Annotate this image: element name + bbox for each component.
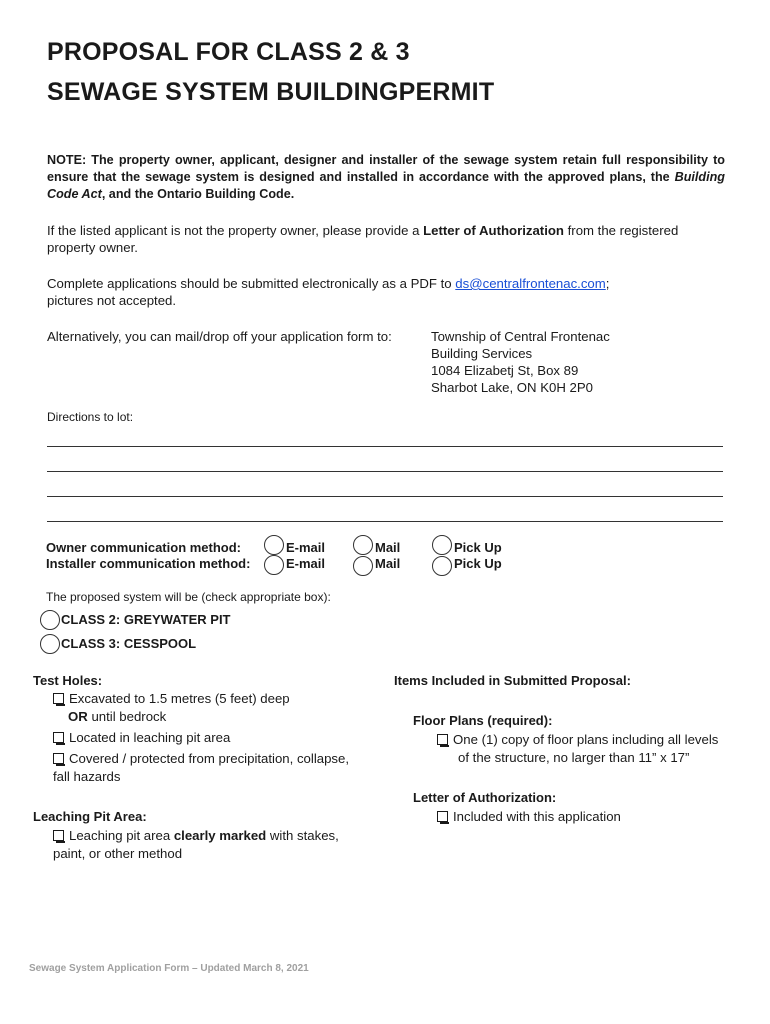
installer-email-radio[interactable]: [264, 555, 284, 575]
mail-label: Alternatively, you can mail/drop off your application form to:: [47, 329, 392, 344]
checklist-item: Excavated to 1.5 metres (5 feet) deep: [53, 690, 383, 708]
directions-line[interactable]: [47, 446, 723, 447]
letter-list: [437, 808, 747, 826]
submission-paragraph: Complete applications should be submitted electronically as a PDF to ds@centralfrontenac.com; pictures not accepted.: [47, 276, 610, 308]
owner-communication-label: Owner communication method:: [46, 540, 242, 555]
installer-communication-label: Installer communication method:: [46, 556, 251, 571]
checklist-item-continuation: paint, or other method: [53, 846, 183, 861]
letter-of-authorization-heading: Letter of Authorization:: [413, 790, 557, 805]
checklist-item-continuation: of the structure, no larger than 11” x 17”: [458, 750, 690, 765]
checklist-item-continuation: fall hazards: [53, 769, 121, 784]
items-included-heading: Items Included in Submitted Proposal:: [394, 673, 631, 688]
pickup-option-label: Pick Up: [454, 556, 502, 571]
directions-line[interactable]: [47, 471, 723, 472]
page-title-line-2: SEWAGE SYSTEM BUILDINGPERMIT: [47, 78, 495, 106]
checklist-item: Covered / protected from precipitation, collapse,: [53, 750, 383, 768]
mailing-address: [431, 328, 610, 396]
floor-plans-list: [437, 731, 747, 767]
checklist-item: Included with this application: [437, 808, 747, 826]
directions-line[interactable]: [47, 496, 723, 497]
checklist-item-continuation: OR until bedrock: [68, 709, 167, 724]
email-link[interactable]: ds@centralfrontenac.com: [455, 276, 606, 291]
mail-option-label: Mail: [375, 556, 401, 571]
responsibility-note: NOTE: The property owner, applicant, designer and installer of the sewage system retain full responsibility to ensure that the sewage system is designed and installed in accordance with the approved plans, the Building Code Act, and the Ontario Building Code.: [47, 153, 725, 201]
email-option-label: E-mail: [286, 540, 326, 555]
address-line: Building Services: [431, 346, 533, 361]
checkbox-icon[interactable]: [53, 830, 64, 841]
address-line: Township of Central Frontenac: [431, 329, 610, 344]
mail-option-label: Mail: [375, 540, 401, 555]
class-3-radio[interactable]: [40, 634, 60, 654]
leaching-pit-list: [53, 827, 383, 863]
pickup-option-label: Pick Up: [454, 540, 502, 555]
checkbox-icon[interactable]: [53, 693, 64, 704]
authorization-paragraph: If the listed applicant is not the property owner, please provide a Letter of Authorization from the registered property owner.: [47, 223, 679, 255]
installer-pickup-radio[interactable]: [432, 556, 452, 576]
address-line: Sharbot Lake, ON K0H 2P0: [431, 380, 594, 395]
leaching-pit-heading: Leaching Pit Area:: [33, 809, 147, 824]
owner-email-radio[interactable]: [264, 535, 284, 555]
checkbox-icon[interactable]: [53, 732, 64, 743]
page-title-line-1: PROPOSAL FOR CLASS 2 & 3: [47, 38, 410, 66]
checkbox-icon[interactable]: [437, 811, 448, 822]
email-option-label: E-mail: [286, 556, 326, 571]
checklist-item: One (1) copy of floor plans including all levels: [437, 731, 747, 749]
proposed-system-label: The proposed system will be (check appropriate box):: [46, 590, 331, 604]
class-2-radio[interactable]: [40, 610, 60, 630]
owner-mail-radio[interactable]: [353, 535, 373, 555]
checklist-item: Leaching pit area clearly marked with stakes,: [53, 827, 383, 845]
checkbox-icon[interactable]: [53, 753, 64, 764]
class-2-label: CLASS 2: GREYWATER PIT: [61, 612, 231, 627]
class-3-label: CLASS 3: CESSPOOL: [61, 636, 197, 651]
test-holes-heading: Test Holes:: [33, 673, 103, 688]
owner-pickup-radio[interactable]: [432, 535, 452, 555]
directions-label: Directions to lot:: [47, 410, 134, 424]
directions-line[interactable]: [47, 521, 723, 522]
checkbox-icon[interactable]: [437, 734, 448, 745]
checklist-item: Located in leaching pit area: [53, 729, 383, 747]
address-line: 1084 Elizabetj St, Box 89: [431, 363, 579, 378]
installer-mail-radio[interactable]: [353, 556, 373, 576]
floor-plans-heading: Floor Plans (required):: [413, 713, 553, 728]
page-footer: Sewage System Application Form – Updated March 8, 2021: [29, 963, 309, 974]
test-holes-list: [53, 690, 383, 786]
